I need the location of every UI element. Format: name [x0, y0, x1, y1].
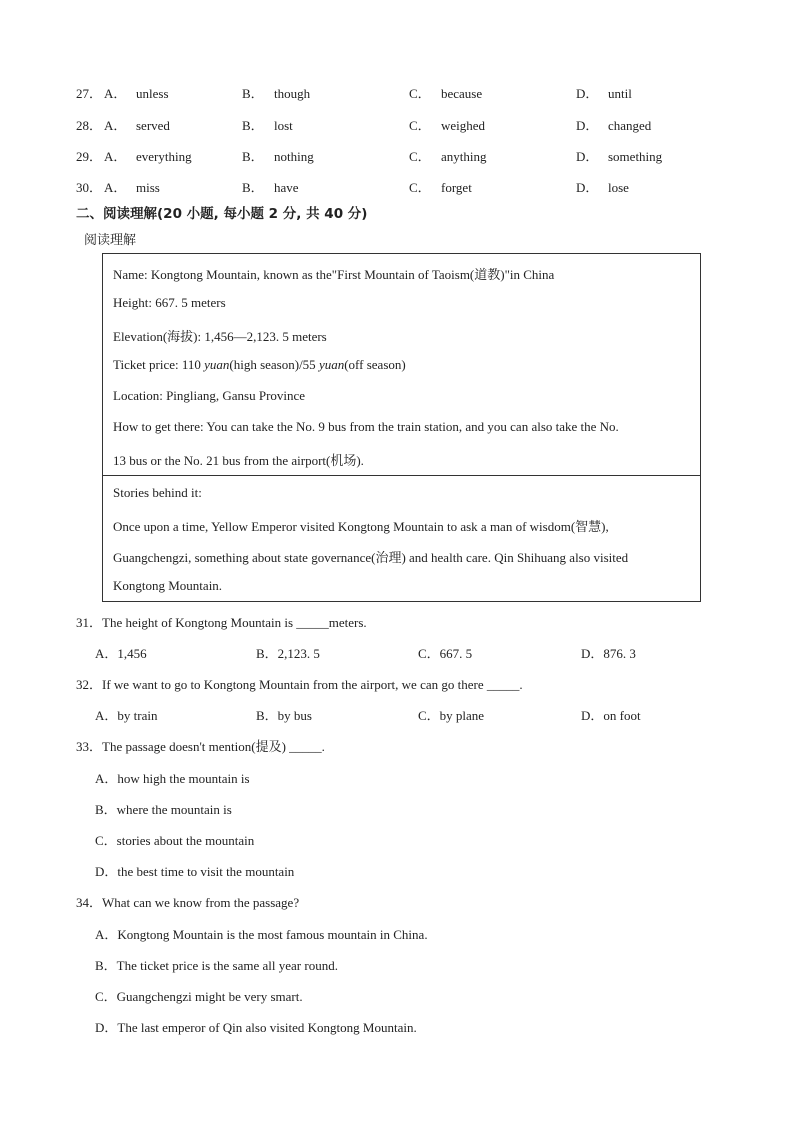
q34-option-c: C．Guangchengzi might be very smart. [95, 989, 303, 1004]
info-how-1: How to get there: You can take the No. 9 bus from the train station, and you can also take the No. [113, 419, 619, 434]
story-line-1: Once upon a time, Yellow Emperor visited Kongtong Mountain to ask a man of wisdom(智慧), [113, 519, 609, 534]
q34-option-d: D．The last emperor of Qin also visited Kongtong Mountain. [95, 1020, 417, 1035]
option-letter: A． [104, 149, 127, 164]
story-line-3: Kongtong Mountain. [113, 578, 223, 593]
question-32: 32．If we want to go to Kongtong Mountain from the airport, we can go there _____. [76, 677, 523, 692]
cloze-row [76, 115, 716, 135]
ticket-yuan-2: yuan [318, 357, 345, 372]
cloze-number: 27． [76, 86, 103, 101]
ticket-pre: Ticket price: 110 [113, 357, 205, 372]
option-word: lose [608, 180, 629, 195]
option-word: everything [136, 149, 192, 164]
question-31: 31．The height of Kongtong Mountain is _____meters. [76, 615, 367, 630]
story-line-2: Guangchengzi, something about state governance(治理) and health care. Qin Shihuang also visited [113, 550, 629, 565]
option-letter: C． [409, 86, 431, 101]
option-word: have [274, 180, 299, 195]
option-letter: A． [104, 180, 127, 195]
option-word: served [136, 118, 170, 133]
cloze-option [104, 177, 160, 196]
option-letter: A． [104, 86, 127, 101]
option-letter: C． [409, 149, 431, 164]
option-letter: D． [576, 180, 599, 195]
q32-option-a: A．by train [95, 708, 158, 723]
cloze-option [576, 146, 662, 165]
cloze-option [242, 146, 314, 165]
q32-option-d: D．on foot [581, 708, 641, 723]
option-word: until [608, 86, 632, 101]
ticket-post: (off season) [344, 357, 406, 372]
option-word: miss [136, 180, 160, 195]
q34-option-b: B．The ticket price is the same all year round. [95, 958, 338, 973]
option-word: nothing [274, 149, 314, 164]
option-letter: D． [576, 149, 599, 164]
option-word: changed [608, 118, 652, 133]
q33-option-a: A．how high the mountain is [95, 771, 250, 786]
stories-label: Stories behind it: [113, 485, 202, 500]
info-name: Name: Kongtong Mountain, known as the"First Mountain of Taoism(道教)"in China [113, 267, 555, 282]
info-elevation: Elevation(海拔): 1,456—2,123. 5 meters [113, 329, 327, 344]
q33-option-d: D．the best time to visit the mountain [95, 864, 295, 879]
option-letter: B． [242, 180, 264, 195]
option-letter: D． [576, 118, 599, 133]
cloze-option [409, 177, 472, 196]
info-location: Location: Pingliang, Gansu Province [113, 388, 306, 403]
option-word: unless [136, 86, 169, 101]
cloze-option [242, 83, 310, 102]
option-word: anything [441, 149, 487, 164]
option-letter: D． [576, 86, 599, 101]
q31-option-b: B．2,123. 5 [256, 646, 320, 661]
q34-option-a: A．Kongtong Mountain is the most famous mountain in China. [95, 927, 428, 942]
info-how-2: 13 bus or the No. 21 bus from the airport(机场). [113, 453, 364, 468]
cloze-option [576, 115, 651, 134]
option-word: something [608, 149, 663, 164]
option-word: lost [274, 118, 293, 133]
cloze-option [576, 177, 629, 196]
q33-option-c: C．stories about the mountain [95, 833, 255, 848]
q32-option-c: C．by plane [418, 708, 485, 723]
cloze-number: 30． [76, 180, 103, 195]
cloze-option [104, 83, 169, 102]
cloze-row [76, 146, 716, 166]
box-divider [103, 475, 700, 476]
q31-option-a: A．1,456 [95, 646, 147, 661]
option-word: though [274, 86, 311, 101]
cloze-option [242, 177, 299, 196]
cloze-row [76, 83, 716, 103]
q33-option-b: B．where the mountain is [95, 802, 232, 817]
option-word: forget [441, 180, 472, 195]
cloze-option [576, 83, 632, 102]
q32-option-b: B．by bus [256, 708, 312, 723]
section-title: 二、阅读理解(20 小题, 每小题 2 分, 共 40 分) [76, 206, 368, 222]
section-subtitle: 阅读理解 [84, 233, 137, 248]
cloze-option [409, 115, 485, 134]
option-letter: B． [242, 149, 264, 164]
cloze-option [409, 83, 482, 102]
option-word: weighed [441, 118, 486, 133]
cloze-option [104, 146, 192, 165]
option-letter: B． [242, 118, 264, 133]
info-box [102, 253, 701, 602]
cloze-number: 28． [76, 118, 103, 133]
option-letter: C． [409, 180, 431, 195]
option-word: because [441, 86, 483, 101]
option-letter: C． [409, 118, 431, 133]
cloze-number: 29． [76, 149, 103, 164]
cloze-row [76, 177, 716, 197]
info-ticket [113, 357, 406, 373]
ticket-mid: (high season)/55 [229, 357, 319, 372]
q31-option-c: C．667. 5 [418, 646, 473, 661]
option-letter: B． [242, 86, 264, 101]
cloze-option [409, 146, 487, 165]
option-letter: A． [104, 118, 127, 133]
question-34: 34．What can we know from the passage? [76, 895, 300, 910]
cloze-option [104, 115, 170, 134]
cloze-option [242, 115, 293, 134]
info-height: Height: 667. 5 meters [113, 295, 226, 310]
question-33: 33．The passage doesn't mention(提及) _____. [76, 739, 325, 754]
ticket-yuan-1: yuan [204, 357, 230, 372]
q31-option-d: D．876. 3 [581, 646, 636, 661]
